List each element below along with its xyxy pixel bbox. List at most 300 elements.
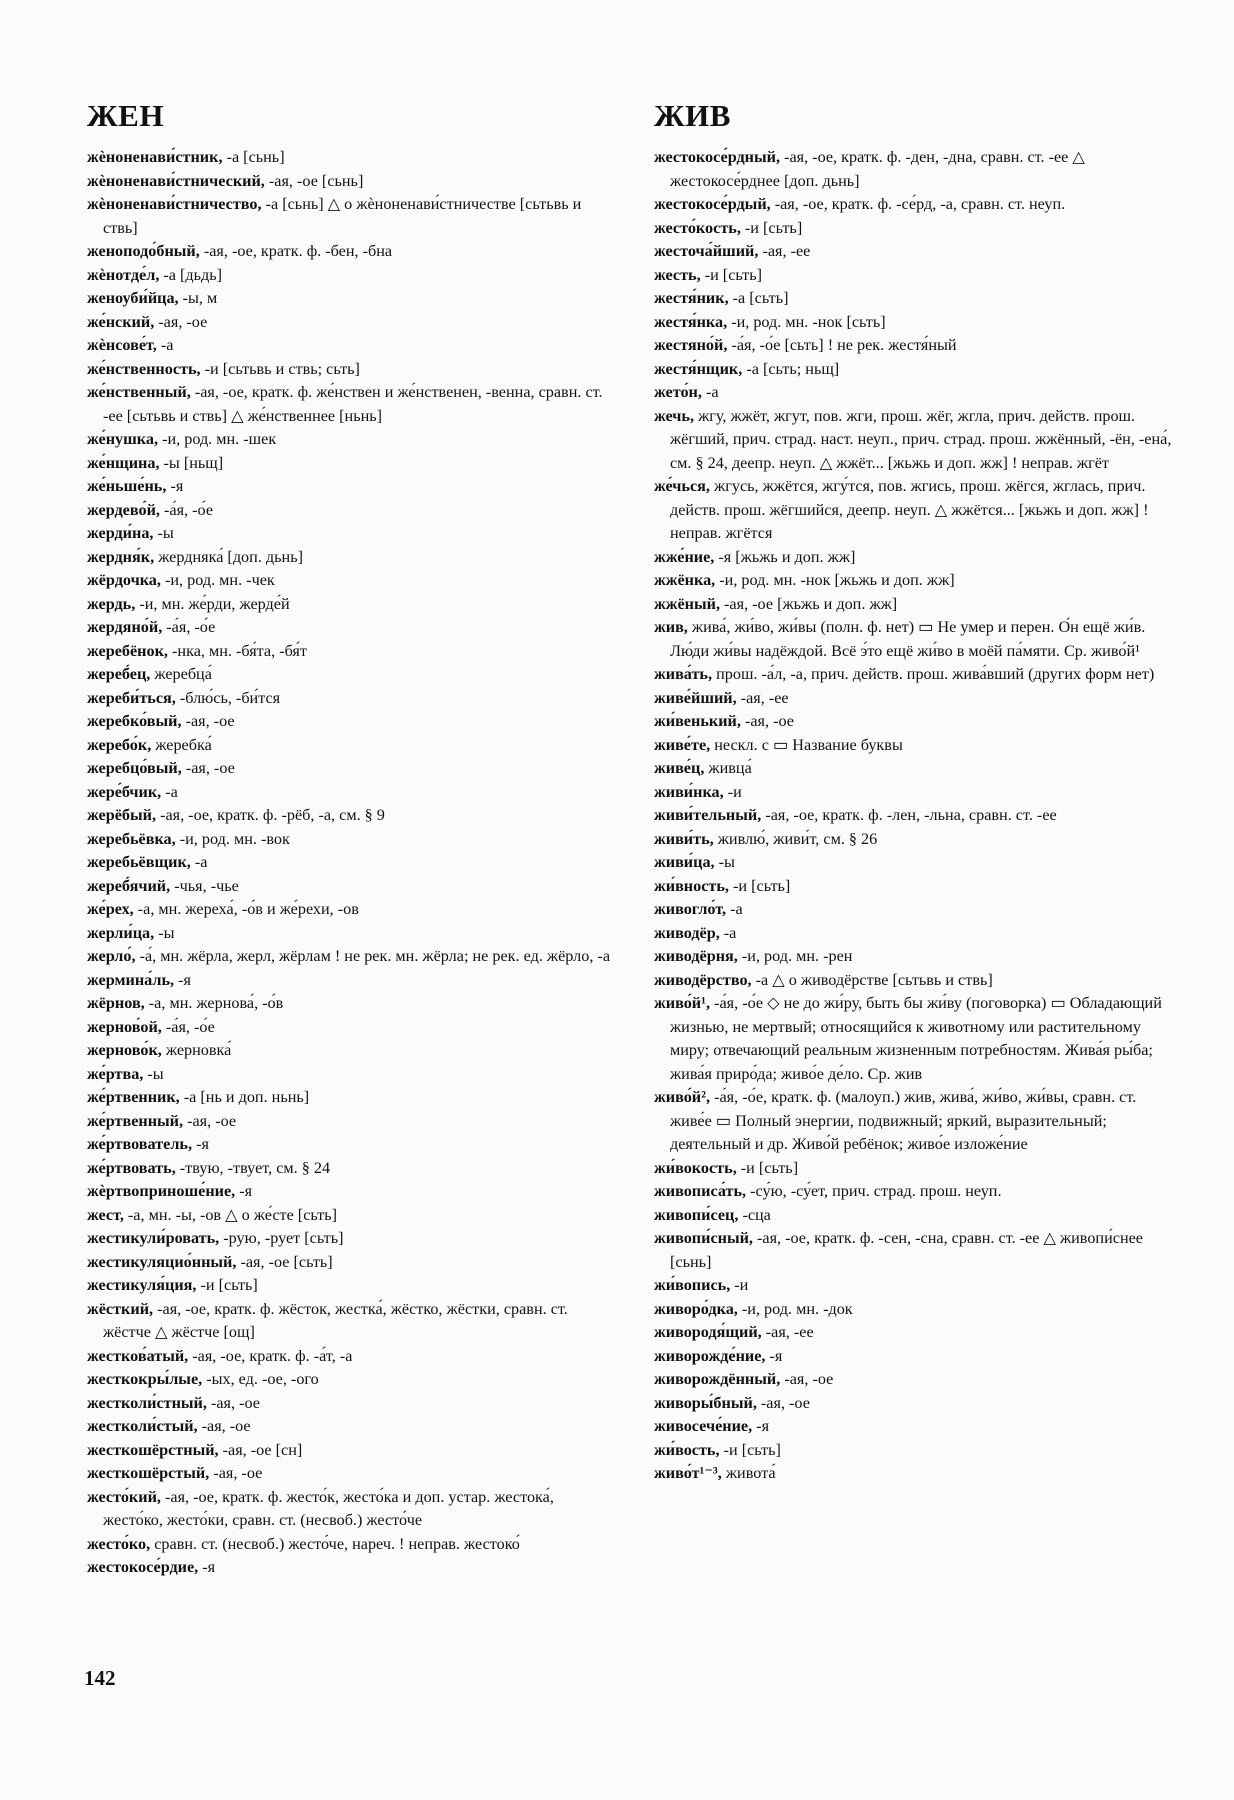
dictionary-entry (654, 240, 1182, 264)
entry-headword: живорождённый, (654, 1370, 781, 1388)
left-entry-list (87, 146, 615, 1580)
entry-headword: же́нщина, (87, 453, 160, 472)
entry-definition: -нка, мн. -бя́та, -бя́т (167, 641, 307, 660)
entry-definition: -ая, -ее (736, 688, 789, 707)
entry-headword: жи́вость, (654, 1440, 720, 1459)
entry-definition: -су́ю, -су́ет, прич. страд. прош. неуп. (746, 1182, 1002, 1200)
dictionary-entry (87, 710, 615, 734)
entry-headword: жечь, (654, 406, 695, 425)
entry-headword: жжёнка, (654, 571, 716, 589)
entry-definition: -рую, -рует [сьть] (219, 1229, 344, 1247)
entry-definition: прош. -а́л, -а, прич. действ. прош. жива́вший (других форм нет) (712, 665, 1155, 683)
dictionary-entry (87, 1392, 615, 1416)
dictionary-entry (654, 1274, 1182, 1298)
dictionary-entry (87, 1204, 615, 1228)
dictionary-entry (654, 616, 1182, 663)
entry-headword: жестков́атый, (87, 1346, 189, 1365)
entry-definition: -ая, -ое, кратк. ф. жесто́к, жесто́ка и доп. устар. жестока́, жесто́ко, жесто́ки, сравн. ст. (несвоб.) жесто́че (103, 1487, 554, 1529)
entry-definition: жеребца́ (150, 665, 212, 683)
dictionary-entry (654, 381, 1182, 405)
entry-definition: -а, мн. -ы, -ов △ о же́сте [сьть] (123, 1205, 337, 1224)
dictionary-entry (654, 663, 1182, 687)
entry-headword: живопи́сный, (654, 1229, 753, 1247)
dictionary-entry (87, 1439, 615, 1463)
dictionary-entry (87, 992, 615, 1016)
dictionary-entry (654, 475, 1182, 546)
entry-definition: -а (161, 782, 178, 801)
dictionary-entry (654, 1086, 1182, 1157)
dictionary-entry (87, 945, 615, 969)
dictionary-entry (87, 311, 615, 335)
entry-headword: же́ртва, (87, 1064, 144, 1083)
entry-definition: -и [сьть] (719, 1440, 781, 1459)
entry-definition: -ая, -ое, кратк. ф. -сен, -сна, сравн. ст. -ее △ живопи́снее [сьнь] (670, 1229, 1143, 1271)
dictionary-entry (87, 1486, 615, 1533)
dictionary-entry (654, 1345, 1182, 1369)
entry-headword: жерёбый, (87, 806, 157, 824)
entry-headword: жесть, (654, 265, 701, 284)
dictionary-entry (654, 922, 1182, 946)
dictionary-entry (87, 663, 615, 687)
entry-definition: -и (730, 1276, 749, 1294)
entry-headword: живописа́ть, (654, 1182, 747, 1200)
dictionary-entry (87, 1274, 615, 1298)
entry-definition: жеребка́ (151, 735, 212, 754)
dictionary-entry (654, 405, 1182, 476)
entry-headword: жердево́й, (87, 500, 160, 519)
dictionary-entry (654, 1298, 1182, 1322)
entry-definition: -ая, -ое (756, 1393, 810, 1412)
entry-definition: -а, мн. жернова́, -о́в (144, 994, 284, 1012)
entry-definition: -ая, -ое, кратк. ф. -ден, -дна, сравн. ст. -ее △ жестокосе́рднее [доп. дьнь] (670, 148, 1085, 190)
entry-headword: живорожде́ние, (654, 1346, 766, 1365)
entry-definition: -ая, -ое (209, 1464, 263, 1482)
dictionary-entry (87, 1180, 615, 1204)
entry-definition: -и [сьть] (736, 1158, 799, 1177)
entry-definition: -и [сьть] (700, 265, 762, 284)
left-running-head: ЖЕН (87, 98, 164, 133)
dictionary-entry (87, 640, 615, 664)
entry-headword: же́нственный, (87, 383, 191, 401)
entry-definition: живца́ (704, 759, 752, 777)
entry-definition: жердняка́ [доп. дьнь] (154, 547, 303, 566)
entry-headword: жѐртвоприноше́ние, (87, 1182, 236, 1200)
dictionary-entry (654, 1157, 1182, 1181)
entry-headword: жестокосе́рдый, (654, 195, 771, 213)
dictionary-entry (87, 1368, 615, 1392)
entry-definition: -я (198, 1558, 216, 1576)
dictionary-entry (87, 593, 615, 617)
entry-definition: -а́я, -о́е (161, 1017, 215, 1036)
entry-definition: -ая, -ое, кратк. ф. -лен, -льна, сравн. ст. -ее (761, 806, 1057, 824)
dictionary-entry (87, 546, 615, 570)
dictionary-entry (87, 1462, 615, 1486)
dictionary-entry (87, 1415, 615, 1439)
entry-headword: жесто́кий, (87, 1487, 161, 1506)
entry-headword: женоподо́бный, (87, 242, 200, 260)
entry-definition: -а́я, -о́е, кратк. ф. (малоуп.) жив, жива́, жи́во, жи́вы, сравн. ст. живе́е ▭ Полный энергии, подвижный; яркий, выразительный; деятельный и др. Живо́й ребёнок; живо́е изложе́ние (670, 1088, 1137, 1153)
dictionary-entry (87, 499, 615, 523)
entry-headword: жестокосе́рдный, (654, 148, 781, 166)
entry-headword: же́чься, (654, 477, 710, 495)
entry-headword: живодёр, (654, 923, 720, 942)
entry-headword: жеребьёвка, (87, 829, 176, 848)
entry-headword: жи́вность, (654, 876, 729, 895)
entry-headword: живе́йший, (654, 688, 737, 707)
dictionary-entry (87, 1063, 615, 1087)
dictionary-entry (654, 687, 1182, 711)
entry-definition: -ая, -ое (740, 712, 794, 730)
dictionary-entry (87, 569, 615, 593)
dictionary-entry (87, 334, 615, 358)
entry-definition: -ых, ед. -ое, -ого (202, 1370, 319, 1388)
entry-headword: жеребко́вый, (87, 712, 182, 730)
entry-headword: жеребёнок, (87, 641, 168, 660)
entry-headword: жи́вопись, (654, 1276, 731, 1294)
entry-headword: же́ртвенный, (87, 1111, 184, 1130)
dictionary-entry (87, 851, 615, 875)
dictionary-entry (87, 1110, 615, 1134)
entry-definition: жгусь, жжётся, жгу́тся, пов. жгись, прош. жёгся, жглась, прич. действ. прош. жёгшийся, деепр. неуп. △ жжётся... [жьжь и доп. жж] ! неправ. жгётся (670, 477, 1149, 542)
entry-headword: живе́те, (654, 735, 711, 754)
dictionary-entry (654, 311, 1182, 335)
entry-definition: -ая, -ое, кратк. ф. -бен, -бна (199, 242, 393, 260)
entry-headword: жеребьёвщик, (87, 853, 191, 871)
entry-headword: же́ртвовать, (87, 1158, 176, 1177)
entry-definition: -ы [ньщ] (159, 453, 224, 472)
entry-headword: же́нский, (87, 312, 155, 331)
right-running-head: ЖИВ (654, 98, 731, 133)
entry-headword: жестикуляцио́нный, (87, 1252, 237, 1271)
entry-definition: -а, мн. жереха́, -о́в и же́рехи, -ов (133, 900, 359, 918)
entry-definition: -твую, -твует, см. § 24 (175, 1158, 331, 1177)
entry-definition: -ая, -ое, кратк. ф. -рёб, -а, см. § 9 (156, 806, 385, 824)
entry-headword: жесткошёрстый, (87, 1464, 210, 1482)
entry-definition: -ы, м (178, 289, 218, 307)
entry-headword: же́рех, (87, 900, 134, 918)
entry-headword: жерново́к, (87, 1041, 162, 1059)
dictionary-entry (87, 1157, 615, 1181)
dictionary-entry (87, 1227, 615, 1251)
entry-definition: -а́, мн. жёрла, жерл, жёрлам ! не рек. мн. жёрла; не рек. ед. жёрло, -а (135, 947, 611, 965)
entry-headword: жѐнотде́л, (87, 265, 160, 284)
entry-headword: жестокосе́рдие, (87, 1558, 199, 1576)
entry-headword: жестикули́ровать, (87, 1229, 220, 1247)
dictionary-entry (87, 687, 615, 711)
entry-definition: -а [сьнь] (222, 148, 285, 166)
entry-definition: жива́, жи́во, жи́вы (полн. ф. нет) ▭ Не умер и перен. О́н ещё жи́в. Лю́ди жи́вы надёждой. Всё э́то ещё жи́во в моёй па́мяти. Ср. живо́й¹ (670, 618, 1146, 660)
entry-headword: жестя́ник, (654, 289, 729, 307)
dictionary-entry (654, 193, 1182, 217)
dictionary-entry (654, 593, 1182, 617)
entry-headword: жереби́ться, (87, 688, 176, 707)
dictionary-entry (654, 757, 1182, 781)
entry-headword: жето́н, (654, 383, 702, 401)
entry-definition: -ая, -ое (197, 1417, 251, 1435)
entry-definition: -ая, -ое [жьжь и доп. жж] (720, 594, 898, 613)
entry-definition: -ая, -ое [сьнь] (264, 171, 364, 190)
dictionary-entry (87, 1345, 615, 1369)
entry-definition: -и, род. мн. -рен (737, 947, 853, 965)
entry-headword: женоуби́йца, (87, 289, 179, 307)
entry-definition: -сца (738, 1205, 771, 1224)
dictionary-entry (87, 146, 615, 170)
dictionary-entry (654, 1439, 1182, 1463)
dictionary-entry (87, 264, 615, 288)
entry-headword: живи́нка, (654, 782, 724, 801)
entry-headword: же́ртвователь, (87, 1135, 193, 1153)
entry-definition: -и, род. мн. -нок [сьть] (727, 312, 886, 331)
entry-definition: -ая, -ое (780, 1370, 834, 1388)
entry-definition: -а́я, -о́е (159, 500, 214, 519)
entry-definition: -и, род. мн. -вок (175, 829, 290, 848)
page-number: 142 (84, 1666, 116, 1690)
dictionary-entry (87, 616, 615, 640)
entry-headword: живи́тельный, (654, 806, 762, 824)
dictionary-entry (654, 992, 1182, 1086)
entry-headword: жернов́ой, (87, 1017, 162, 1036)
entry-definition: -блю́сь, -би́тся (175, 688, 281, 707)
dictionary-entry (87, 828, 615, 852)
entry-headword: жесточа́йший, (654, 242, 759, 260)
entry-headword: же́ньше́нь, (87, 477, 167, 495)
dictionary-entry (654, 969, 1182, 993)
entry-definition: -я (192, 1135, 209, 1153)
dictionary-entry (654, 334, 1182, 358)
entry-headword: жи́венький, (654, 712, 741, 730)
dictionary-entry (87, 1039, 615, 1063)
entry-definition: -а [сьнь] △ о жѐноненави́стничестве [сьтьвь и ствь] (103, 195, 582, 237)
entry-headword: живосече́ние, (654, 1417, 753, 1435)
entry-headword: же́нушка, (87, 430, 159, 448)
left-column (87, 96, 615, 1580)
entry-definition: -а [сьть; ньщ] (742, 359, 840, 378)
entry-definition: -ая, -ее (761, 1323, 814, 1341)
entry-definition: -а [сьть] (728, 289, 789, 307)
entry-headword: жестя́нщик, (654, 359, 743, 378)
dictionary-entry (87, 193, 615, 240)
entry-headword: живопи́сец, (654, 1205, 739, 1224)
entry-definition: -а (156, 336, 174, 354)
entry-definition: -чья, -чье (170, 876, 239, 895)
entry-headword: жерди́на, (87, 524, 154, 542)
entry-headword: живодёрня, (654, 947, 738, 965)
dictionary-entry (654, 1415, 1182, 1439)
entry-definition: живота́ (721, 1464, 776, 1482)
entry-definition: -ая, -ое [сьть] (236, 1252, 333, 1271)
entry-headword: жердь, (87, 594, 136, 613)
dictionary-entry (654, 217, 1182, 241)
entry-definition: -и [сьтьвь и ствь; сьть] (200, 359, 360, 378)
entry-headword: жеребо́к, (87, 735, 152, 754)
entry-headword: жердня́к, (87, 547, 155, 566)
entry-headword: жере́бчик, (87, 782, 162, 801)
entry-definition: -я (166, 477, 184, 495)
dictionary-entry (654, 875, 1182, 899)
dictionary-entry (654, 710, 1182, 734)
entry-definition: -а [нь и доп. ньнь] (179, 1088, 310, 1106)
entry-headword: живодёрство, (654, 970, 752, 989)
dictionary-entry (87, 287, 615, 311)
entry-headword: живоры́бный, (654, 1393, 757, 1412)
dictionary-entry (654, 1204, 1182, 1228)
dictionary-entry (87, 240, 615, 264)
entry-definition: -и, род. мн. -чек (160, 571, 275, 589)
entry-definition: -я (752, 1417, 770, 1435)
entry-headword: жестяно́й, (654, 336, 728, 354)
entry-definition: -ая, -ее (758, 242, 811, 260)
entry-headword: жердяно́й, (87, 618, 163, 636)
entry-headword: жёсткий, (87, 1299, 154, 1318)
entry-headword: же́ртвенник, (87, 1088, 180, 1106)
entry-definition: -ая, -ое (206, 1393, 260, 1412)
entry-headword: жже́ние, (654, 547, 715, 566)
entry-definition: -ы (153, 524, 174, 542)
dictionary-entry (87, 875, 615, 899)
dictionary-entry (654, 569, 1182, 593)
entry-definition: жгу, жжёт, жгут, пов. жги, прош. жёг, жгла, прич. действ. прош. жёгший, прич. страд. наст. неуп., прич. страд. прош. жжённый, -ён, -ена́, см. § 24, деепр. неуп. △ жжёт... [жьжь и доп. жж] ! неправ. жгёт (670, 406, 1172, 472)
dictionary-entry (654, 146, 1182, 193)
dictionary-entry (654, 1462, 1182, 1486)
entry-definition: нескл. с ▭ Название буквы (710, 735, 903, 754)
entry-definition: -ы (154, 923, 175, 942)
dictionary-entry (654, 1392, 1182, 1416)
entry-headword: жѐноненави́стничество, (87, 195, 262, 213)
entry-headword: жесткокры́лые, (87, 1370, 203, 1388)
entry-definition: -а (190, 853, 208, 871)
entry-headword: жѐнсове́т, (87, 336, 157, 354)
dictionary-entry (654, 1368, 1182, 1392)
entry-definition: -и [сьть] (728, 876, 791, 895)
entry-definition: -я (765, 1346, 783, 1365)
dictionary-entry (654, 1180, 1182, 1204)
dictionary-entry (87, 1298, 615, 1345)
entry-definition: -а △ о живодёрстве [сьтьвь и ствь] (751, 970, 993, 989)
entry-definition: -а́я, -о́е [сьть] ! не рек. жестя́ный (727, 336, 957, 354)
entry-headword: живо́т¹⁻³, (654, 1464, 722, 1482)
dictionary-entry (87, 734, 615, 758)
entry-definition: -я (174, 970, 191, 989)
entry-definition: жерновка́ (161, 1041, 232, 1059)
entry-definition: -и, мн. же́рди, жерде́й (135, 594, 290, 613)
entry-definition: -ая, -ое, кратк. ф. жёсток, жестка́, жёстко, жёстки, сравн. ст. жёстче △ жёстче [ощ] (103, 1299, 568, 1341)
entry-definition: -ая, -ое (181, 759, 235, 777)
entry-headword: жесто́ко, (87, 1534, 151, 1553)
entry-headword: живородя́щий, (654, 1323, 762, 1341)
entry-headword: живо́й¹, (654, 994, 711, 1012)
right-entry-list (654, 146, 1182, 1486)
entry-definition: -ая, -ое (183, 1111, 237, 1130)
entry-definition: -ая, -ое (181, 712, 235, 730)
entry-definition: -а (701, 383, 719, 401)
entry-headword: живи́ть, (654, 829, 714, 848)
entry-headword: жи́вокость, (654, 1158, 737, 1177)
entry-headword: жжёный, (654, 594, 720, 613)
entry-headword: жёрдочка, (87, 571, 161, 589)
dictionary-entry (87, 358, 615, 382)
entry-definition: -и [сьть] (740, 218, 803, 237)
dictionary-entry (87, 428, 615, 452)
dictionary-entry (87, 757, 615, 781)
entry-headword: жестколи́стный, (87, 1393, 207, 1412)
entry-headword: жѐноненави́стник, (87, 148, 223, 166)
entry-definition: -ая, -ое, кратк. ф. -се́рд, -а, сравн. ст. неуп. (770, 195, 1066, 213)
dictionary-entry (87, 781, 615, 805)
dictionary-entry (87, 922, 615, 946)
entry-headword: жестикуля́ция, (87, 1276, 197, 1294)
dictionary-entry (87, 898, 615, 922)
entry-definition: -и (723, 782, 742, 801)
entry-definition: живлю́, живи́т, см. § 26 (713, 829, 878, 848)
entry-headword: живо́й², (654, 1088, 711, 1106)
entry-headword: живогло́т, (654, 900, 727, 918)
dictionary-entry (87, 1133, 615, 1157)
entry-headword: жермина́ль, (87, 970, 175, 989)
entry-definition: -а́я, -о́е ◇ не до жи́ру, быть бы жи́ву (поговорка) ▭ Обладающий жизнью, не мертвый; относящийся к животному или растительному миру; отвечающий реальным жизненным потребностям. Жива́я ры́ба; жива́я приро́да; живо́е де́ло. Ср. жив (670, 994, 1162, 1083)
entry-definition: -и, род. мн. -док (737, 1299, 853, 1318)
entry-definition: -ы (714, 853, 735, 871)
dictionary-entry (87, 381, 615, 428)
entry-definition: -а́я, -о́е (162, 618, 216, 636)
dictionary-entry (87, 1086, 615, 1110)
dictionary-entry (654, 945, 1182, 969)
entry-definition: -ы (143, 1064, 164, 1083)
dictionary-entry (87, 1556, 615, 1580)
entry-headword: жив, (654, 618, 688, 636)
entry-headword: жива́ть, (654, 665, 713, 683)
dictionary-entry (87, 804, 615, 828)
entry-definition: -и, род. мн. -шек (158, 430, 277, 448)
dictionary-entry (654, 1321, 1182, 1345)
dictionary-entry (87, 1533, 615, 1557)
entry-headword: жест, (87, 1205, 124, 1224)
entry-definition: -а [дьдь] (159, 265, 223, 284)
entry-definition: -ая, -ое, кратк. ф. -а́т, -а (188, 1346, 353, 1365)
entry-definition: -а (726, 900, 743, 918)
entry-headword: жесткошёрстный, (87, 1440, 219, 1459)
dictionary-entry (87, 522, 615, 546)
dictionary-entry (654, 1227, 1182, 1274)
dictionary-entry (87, 475, 615, 499)
dictionary-entry (654, 287, 1182, 311)
dictionary-entry (654, 546, 1182, 570)
entry-definition: сравн. ст. (несвоб.) жесто́че, нареч. ! неправ. жестоко́ (150, 1534, 520, 1553)
entry-definition: -ая, -ое, кратк. ф. же́нствен и же́нственен, -венна, сравн. ст. -ее [сьтьвь и ствь] △ же́нственнее [ньнь] (103, 383, 603, 425)
dictionary-entry (87, 969, 615, 993)
dictionary-entry (87, 1016, 615, 1040)
entry-definition: -ая, -ое (154, 312, 208, 331)
entry-headword: жестколи́стый, (87, 1417, 198, 1435)
entry-headword: жерли́ца, (87, 923, 155, 942)
dictionary-entry (87, 1251, 615, 1275)
entry-headword: жеребцо́вый, (87, 759, 182, 777)
entry-headword: жѐноненави́стнический, (87, 171, 265, 190)
entry-headword: жесто́кость, (654, 218, 741, 237)
dictionary-entry (654, 264, 1182, 288)
entry-definition: -а (719, 923, 737, 942)
entry-headword: жестя́нка, (654, 312, 728, 331)
entry-headword: жерло́, (87, 947, 136, 965)
dictionary-entry (654, 781, 1182, 805)
entry-headword: жереб́ец, (87, 665, 151, 683)
entry-headword: живе́ц, (654, 759, 705, 777)
dictionary-entry (87, 452, 615, 476)
entry-definition: -ая, -ое [сн] (218, 1440, 303, 1459)
entry-headword: живи́ца, (654, 853, 715, 871)
entry-headword: жереб́ячий, (87, 876, 171, 895)
dictionary-entry (654, 851, 1182, 875)
dictionary-entry (87, 170, 615, 194)
